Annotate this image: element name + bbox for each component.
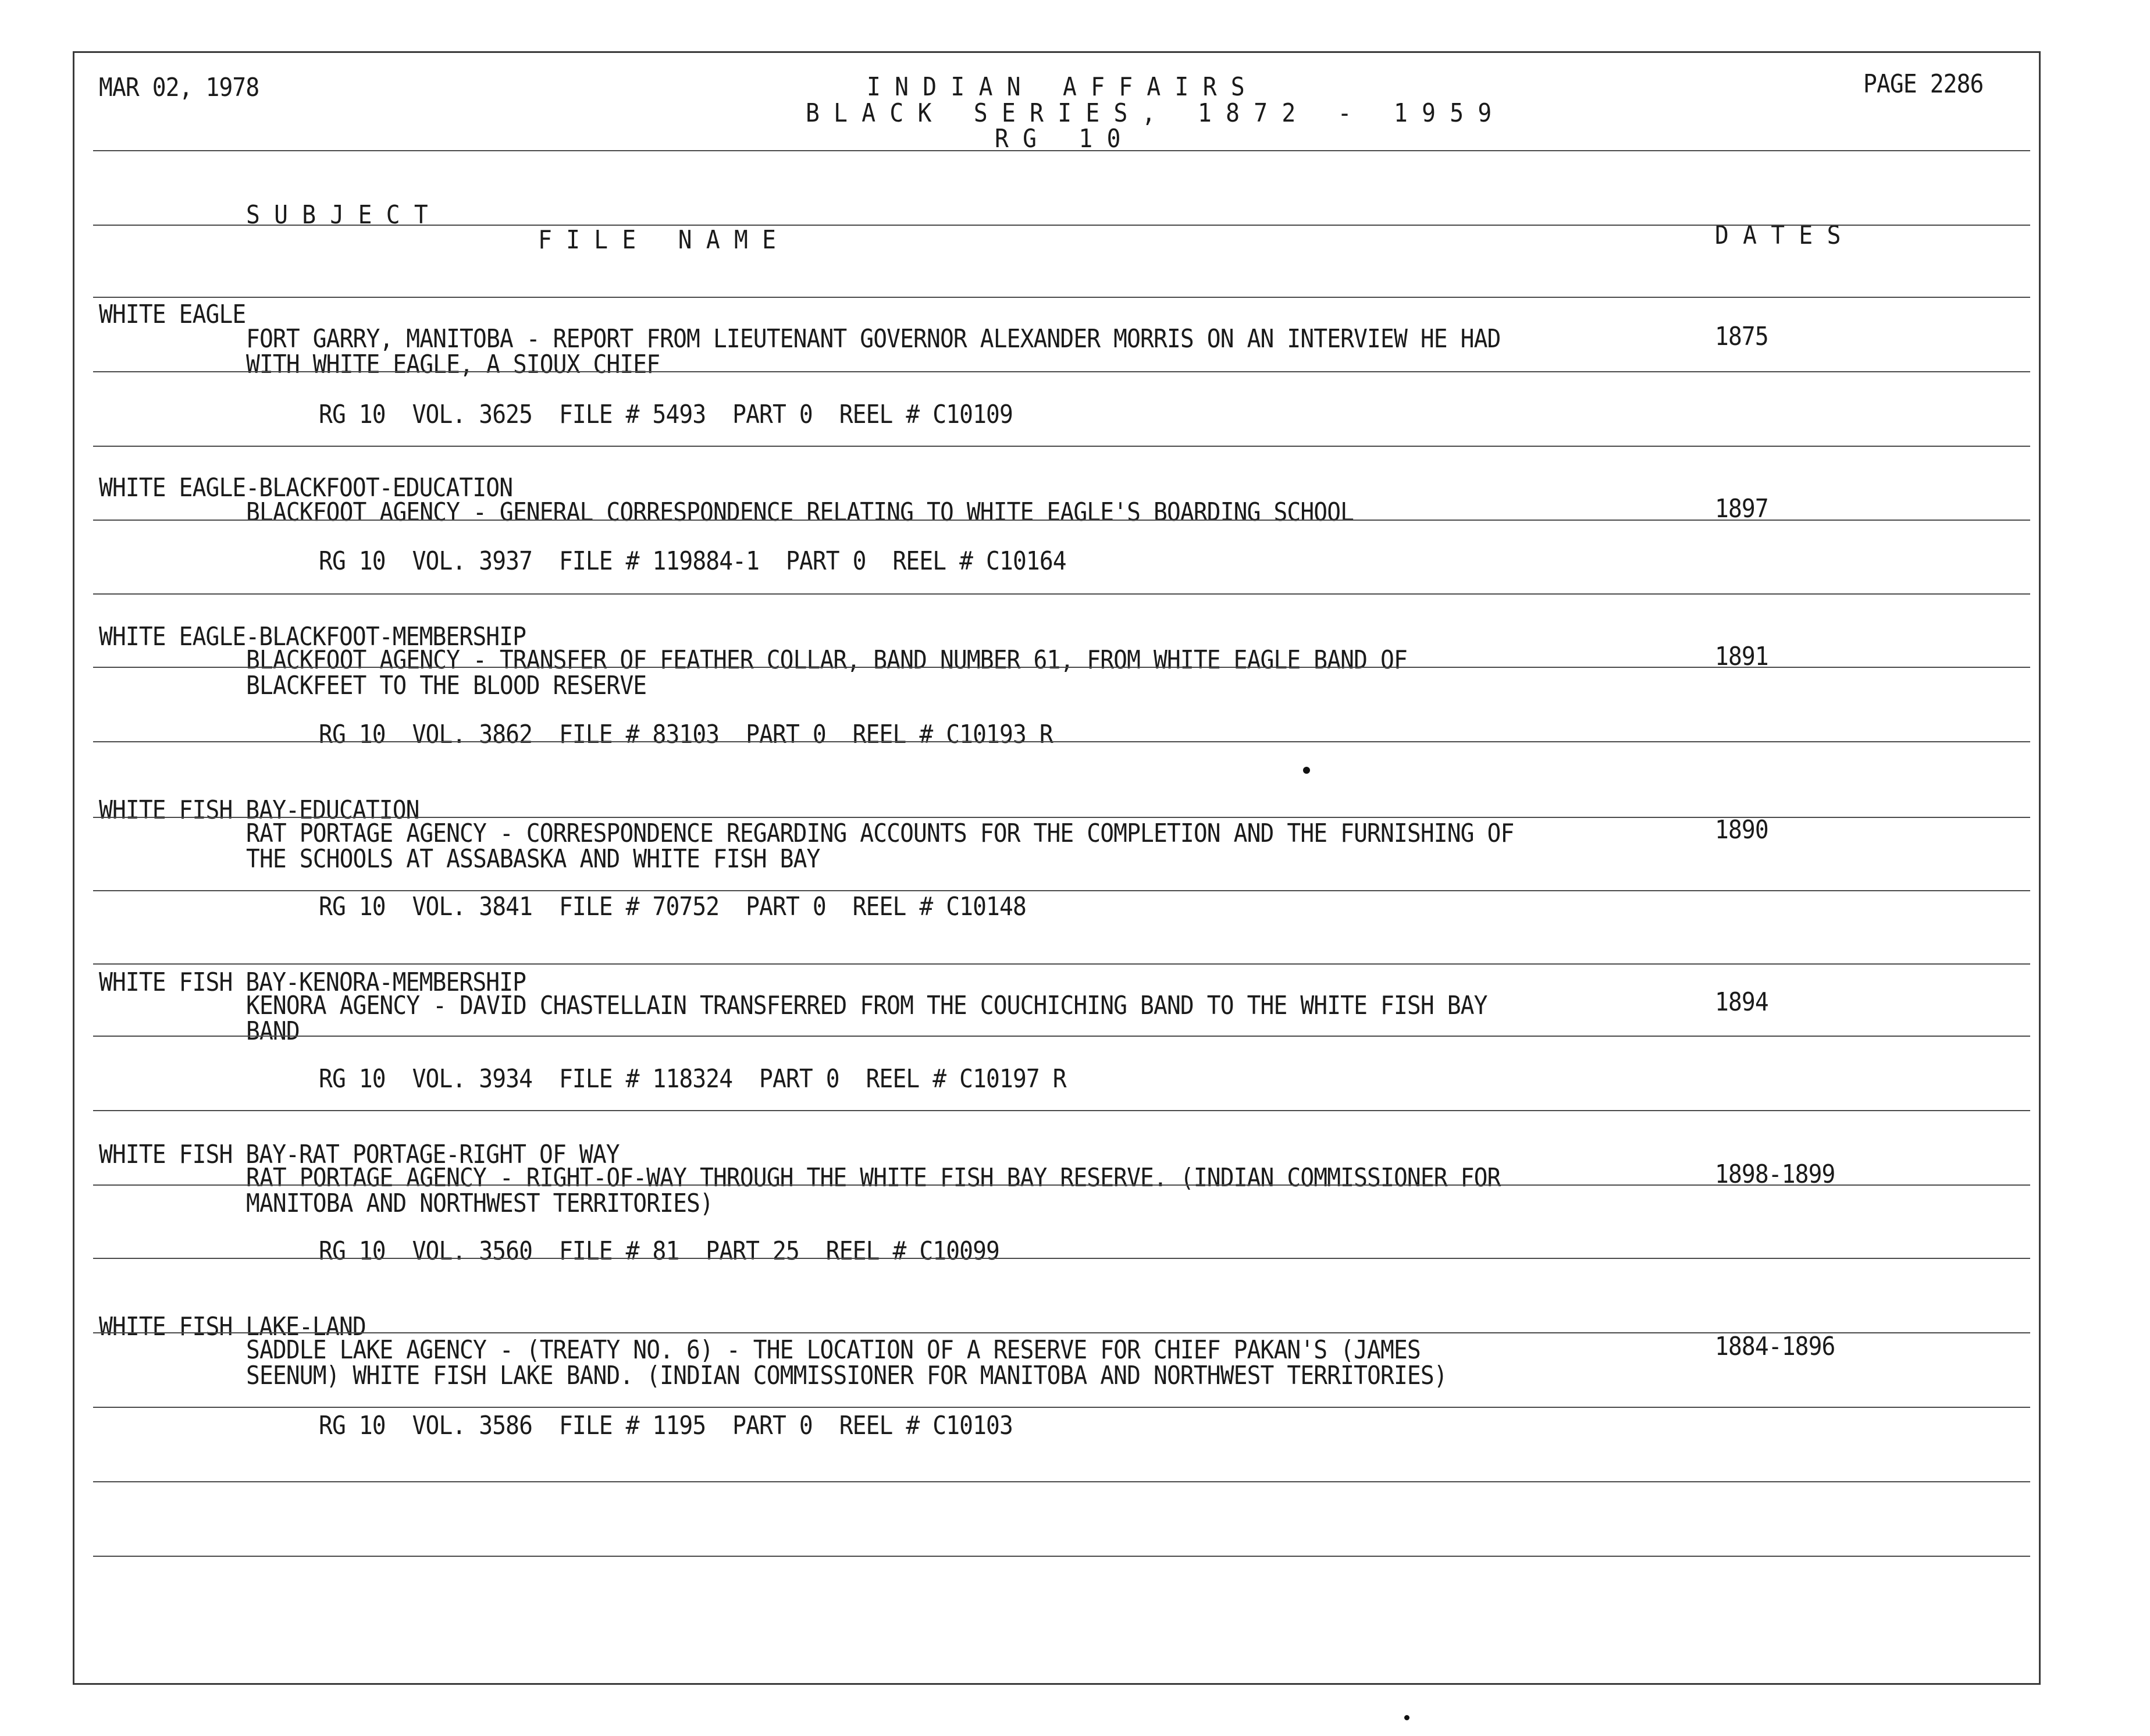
column-heading-subject: SUBJECT xyxy=(246,200,442,230)
entry-subject: WHITE FISH BAY-RAT PORTAGE-RIGHT OF WAY xyxy=(99,1140,620,1169)
entry-description-cont: THE SCHOOLS AT ASSABASKA AND WHITE FISH BAY xyxy=(246,844,820,874)
entry-description-cont: MANITOBA AND NORTHWEST TERRITORIES) xyxy=(246,1189,713,1218)
entry-rule xyxy=(93,890,2030,891)
entry-subject: WHITE EAGLE-BLACKFOOT-EDUCATION xyxy=(99,473,513,503)
entry-dates: 1897 xyxy=(1715,494,1768,524)
column-heading-rule xyxy=(93,225,2030,226)
entry-reference: RG 10 VOL. 3937 FILE # 119884-1 PART 0 REEL # C10164 xyxy=(319,546,1066,576)
entry-dates: 1898-1899 xyxy=(1715,1159,1835,1189)
entry-dates: 1884-1896 xyxy=(1715,1332,1835,1361)
entry-dates: 1875 xyxy=(1715,322,1768,351)
entry-rule xyxy=(93,963,2030,965)
entry-rule xyxy=(93,1407,2030,1408)
header-rule xyxy=(93,150,2030,151)
series-label: BLACK SERIES, 1872 - 1959 xyxy=(806,98,1506,128)
entry-rule xyxy=(93,1184,2030,1186)
entry-dates: 1890 xyxy=(1715,815,1768,845)
entry-description-cont: WITH WHITE EAGLE, A SIOUX CHIEF xyxy=(246,350,660,379)
entry-description: KENORA AGENCY - DAVID CHASTELLAIN TRANSFERRED FROM THE COUCHICHING BAND TO THE WHITE FISH BAY xyxy=(246,991,1487,1020)
entry-rule xyxy=(93,1036,2030,1037)
column-heading-dates: DATES xyxy=(1715,220,1855,250)
entry-rule xyxy=(93,741,2030,742)
report-record-group: RG 10 xyxy=(995,124,1135,154)
entry-description: BLACKFOOT AGENCY - TRANSFER OF FEATHER COLLAR, BAND NUMBER 61, FROM WHITE EAGLE BAND OF xyxy=(246,645,1407,675)
entry-rule xyxy=(93,520,2030,521)
entry-reference: RG 10 VOL. 3934 FILE # 118324 PART 0 REEL # C10197 R xyxy=(319,1064,1066,1094)
column-heading-file-name: FILE NAME xyxy=(538,225,791,255)
entry-rule xyxy=(93,1258,2030,1259)
entry-rule xyxy=(93,1332,2030,1333)
entry-subject: WHITE EAGLE xyxy=(99,300,246,329)
entry-description: SADDLE LAKE AGENCY - (TREATY NO. 6) - THE LOCATION OF A RESERVE FOR CHIEF PAKAN'S (JAMES xyxy=(246,1335,1421,1365)
entry-subject: WHITE FISH LAKE-LAND xyxy=(99,1312,366,1342)
blank-rule xyxy=(93,1556,2030,1557)
entry-description: RAT PORTAGE AGENCY - CORRESPONDENCE REGARDING ACCOUNTS FOR THE COMPLETION AND THE FURNISHING OF xyxy=(246,819,1514,848)
entry-reference: RG 10 VOL. 3862 FILE # 83103 PART 0 REEL # C10193 R xyxy=(319,720,1053,749)
report-title: INDIAN AFFAIRS xyxy=(867,72,1259,102)
entry-rule xyxy=(93,817,2030,818)
entry-description-cont: SEENUM) WHITE FISH LAKE BAND. (INDIAN COMMISSIONER FOR MANITOBA AND NORTHWEST TERRITORIES) xyxy=(246,1361,1447,1390)
entry-reference: RG 10 VOL. 3841 FILE # 70752 PART 0 REEL # C10148 xyxy=(319,892,1026,922)
entry-rule xyxy=(93,667,2030,668)
entry-description-cont: BAND xyxy=(246,1016,300,1046)
entry-rule xyxy=(93,1110,2030,1111)
entry-subject: WHITE FISH BAY-EDUCATION xyxy=(99,795,419,825)
entry-dates: 1894 xyxy=(1715,987,1768,1017)
entry-description-cont: BLACKFEET TO THE BLOOD RESERVE xyxy=(246,671,647,700)
report-series xyxy=(806,100,1506,127)
entry-reference: RG 10 VOL. 3586 FILE # 1195 PART 0 REEL # C10103 xyxy=(319,1411,1013,1440)
entry-rule xyxy=(93,371,2030,372)
entry-rule xyxy=(93,297,2030,298)
blank-rule xyxy=(93,1481,2030,1482)
entry-dates: 1891 xyxy=(1715,642,1768,671)
page-number: PAGE 2286 xyxy=(1863,69,1984,99)
entry-subject: WHITE FISH BAY-KENORA-MEMBERSHIP xyxy=(99,967,526,997)
entry-subject: WHITE EAGLE-BLACKFOOT-MEMBERSHIP xyxy=(99,622,526,652)
entry-rule xyxy=(93,593,2030,595)
entry-description: RAT PORTAGE AGENCY - RIGHT-OF-WAY THROUGH THE WHITE FISH BAY RESERVE. (INDIAN COMMISSIONER FOR xyxy=(246,1163,1501,1193)
entry-rule xyxy=(93,446,2030,447)
scan-speck xyxy=(1303,767,1310,774)
report-date: MAR 02, 1978 xyxy=(99,73,259,102)
entry-description: FORT GARRY, MANITOBA - REPORT FROM LIEUTENANT GOVERNOR ALEXANDER MORRIS ON AN INTERVIEW HE HAD xyxy=(246,324,1501,354)
entry-reference: RG 10 VOL. 3625 FILE # 5493 PART 0 REEL # C10109 xyxy=(319,400,1013,429)
entry-reference: RG 10 VOL. 3560 FILE # 81 PART 25 REEL # C10099 xyxy=(319,1236,1000,1266)
scan-speck xyxy=(1404,1715,1409,1720)
entry-description: BLACKFOOT AGENCY - GENERAL CORRESPONDENCE RELATING TO WHITE EAGLE'S BOARDING SCHOOL xyxy=(246,497,1354,527)
